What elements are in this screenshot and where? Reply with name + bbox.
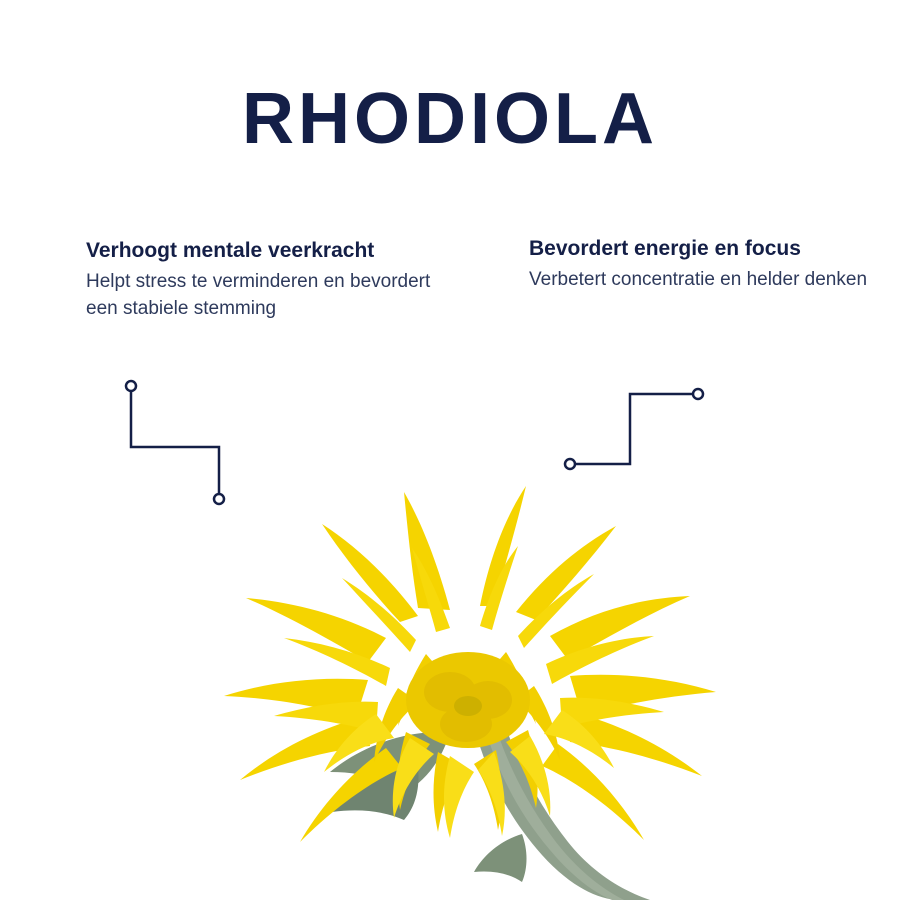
callout-left-body: Helpt stress te verminderen en bevordert een stabiele stemming [86,270,431,320]
leader-dot-right-top [693,389,703,399]
callout-left [86,236,446,323]
leader-dot-left-top [126,381,136,391]
callout-right [529,234,881,293]
page-title: RHODIOLA [242,79,658,159]
yellow-chrysanthemum-flower [150,400,750,900]
callout-right-heading: Bevordert energie en focus [529,237,801,260]
callout-right-body: Verbetert concentratie en helder denken [529,268,868,290]
callout-left-heading: Verhoogt mentale veerkracht [86,239,375,262]
